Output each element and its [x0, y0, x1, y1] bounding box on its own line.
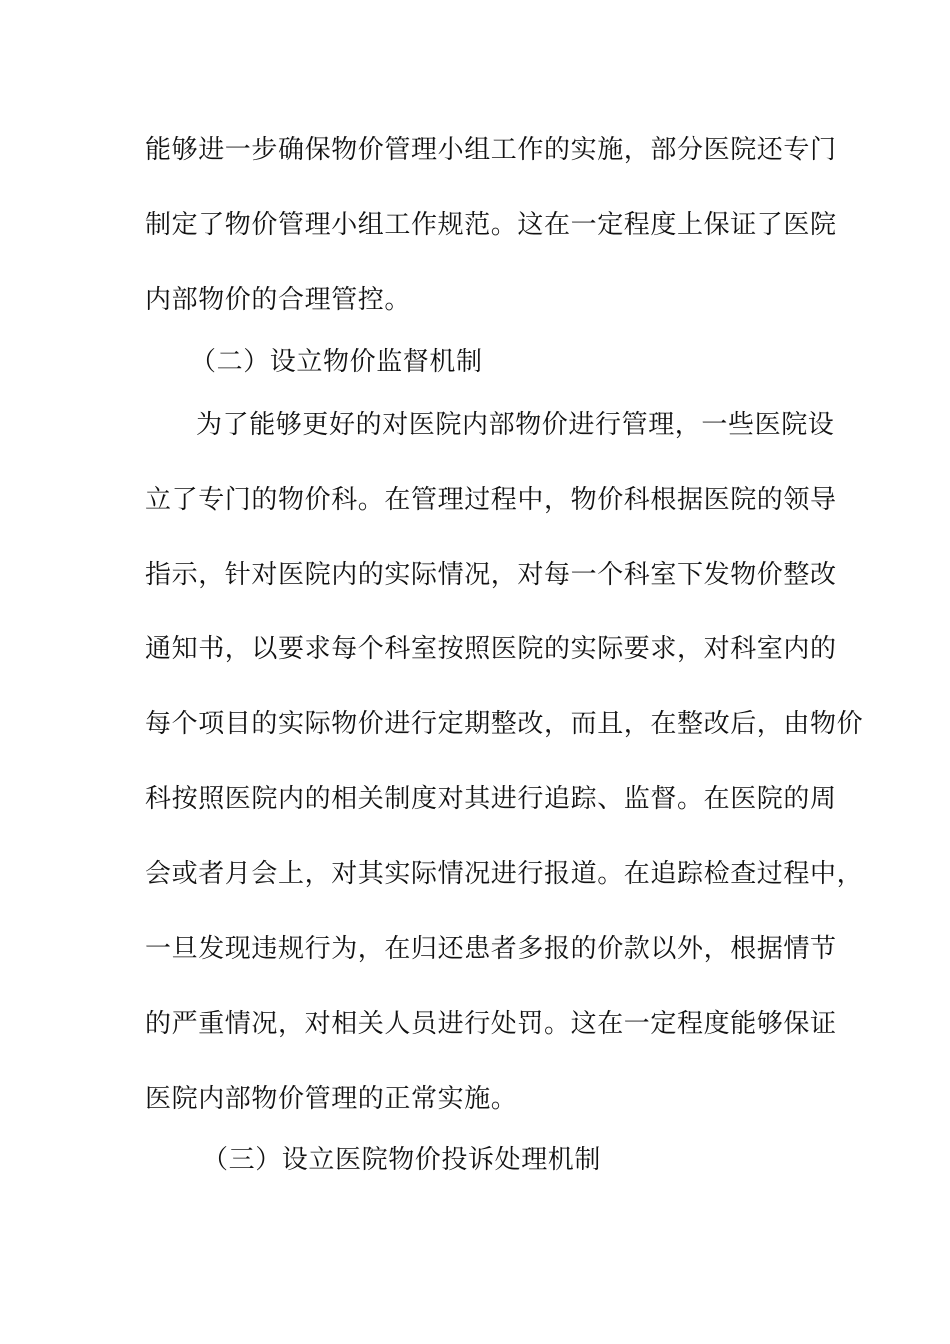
body-text-line: 科按照医院内的相关制度对其进行追踪、监督。在医院的周 [145, 784, 837, 814]
section-heading: （三）设立医院物价投诉处理机制 [202, 1145, 602, 1175]
section-heading: （二）设立物价监督机制 [190, 347, 483, 377]
body-text-line: 内部物价的合理管控。 [145, 285, 412, 315]
body-text-line: 为了能够更好的对医院内部物价进行管理，一些医院设 [196, 410, 835, 440]
body-text-line: 每个项目的实际物价进行定期整改，而且，在整改后，由物价 [145, 709, 864, 739]
body-text-line: 立了专门的物价科。在管理过程中，物价科根据医院的领导 [145, 485, 837, 515]
body-text-line: 指示，针对医院内的实际情况，对每一个科室下发物价整改 [145, 560, 837, 590]
body-text-line: 一旦发现违规行为，在归还患者多报的价款以外，根据情节 [145, 934, 837, 964]
body-text-line: 通知书，以要求每个科室按照医院的实际要求，对科室内的 [145, 634, 837, 664]
body-text-line: 能够进一步确保物价管理小组工作的实施，部分医院还专门 [145, 135, 837, 165]
body-text-line: 医院内部物价管理的正常实施。 [145, 1084, 518, 1114]
body-text-line: 会或者月会上，对其实际情况进行报道。在追踪检查过程中， [145, 859, 864, 889]
body-text-line: 制定了物价管理小组工作规范。这在一定程度上保证了医院 [145, 210, 837, 240]
body-text-line: 的严重情况，对相关人员进行处罚。这在一定程度能够保证 [145, 1009, 837, 1039]
